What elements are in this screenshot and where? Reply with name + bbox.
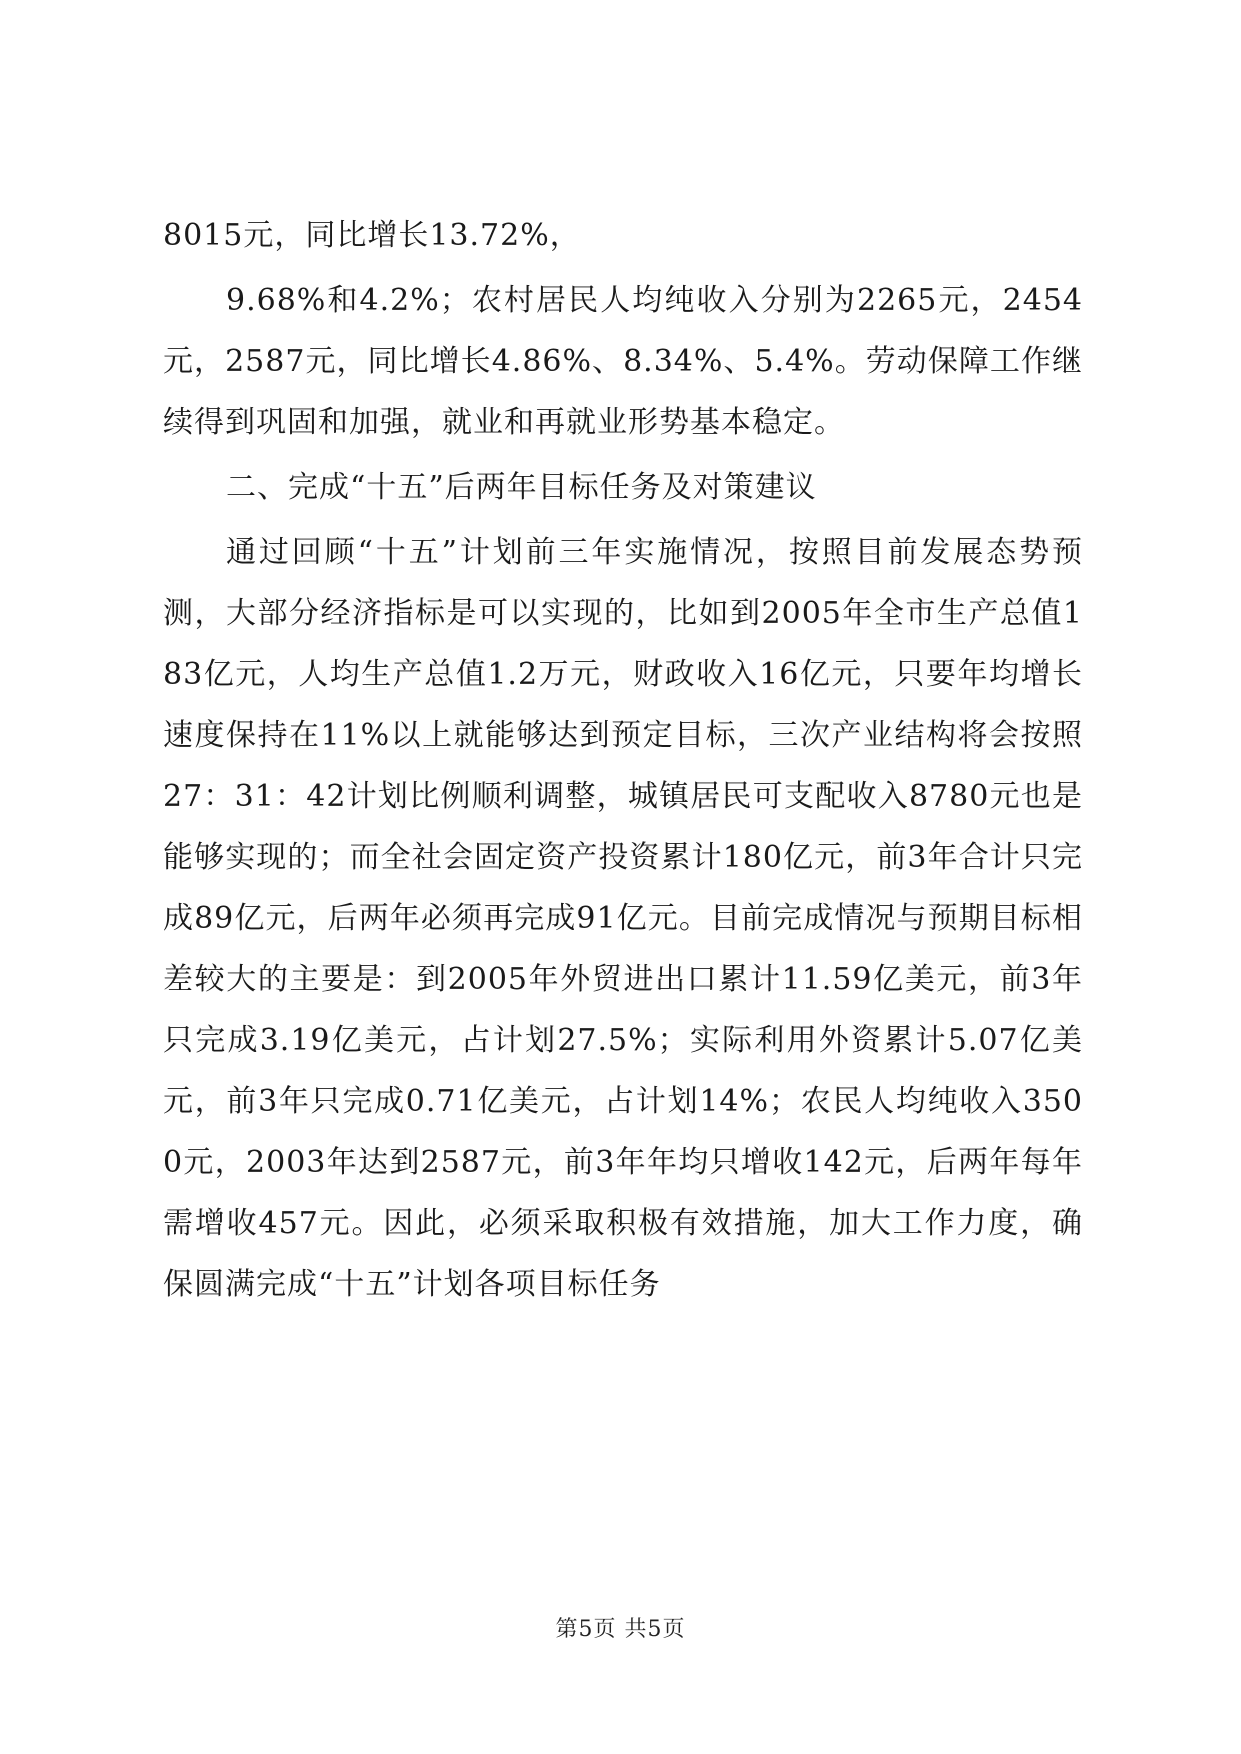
paragraph-targets-analysis: 通过回顾“十五”计划前三年实施情况，按照目前发展态势预测，大部分经济指标是可以实现的，比如到2005年全市生产总值183亿元，人均生产总值1.2万元，财政收入16亿元，只要年均增长速度保持在11%以上就能够达到预定目标，三次产业结构将会按照27：31：42计划比例顺利调整，城镇居民可支配收入8780元也是能够实现的；而全社会固定资产投资累计180亿元，前3年合计只完成89亿元，后两年必须再完成91亿元。目前完成情况与预期目标相差较大的主要是：到2005年外贸进出口累计11.59亿美元，前3年只完成3.19亿美元，占计划27.5%；实际利用外资累计5.07亿美元，前3年只完成0.71亿美元，占计划14%；农民人均纯收入3500元，2003年达到2587元，前3年年均只增收142元，后两年每年需增收457元。因此，必须采取积极有效措施，加大工作力度，确保圆满完成“十五”计划各项目标任务 (163, 535, 1083, 1302)
paragraph-rural-income: 9.68%和4.2%；农村居民人均纯收入分别为2265元，2454元，2587元，同比增长4.86%、8.34%、5.4%。劳动保障工作继续得到巩固和加强，就业和再就业形势基本稳定。 (163, 283, 1083, 440)
page-number-footer: 第5页 共5页 (555, 1617, 686, 1642)
paragraph-income-continuation: 8015元，同比增长13.72%， (163, 218, 581, 253)
section-heading: 二、完成“十五”后两年目标任务及对策建议 (226, 470, 817, 505)
document-body (163, 205, 1083, 1319)
